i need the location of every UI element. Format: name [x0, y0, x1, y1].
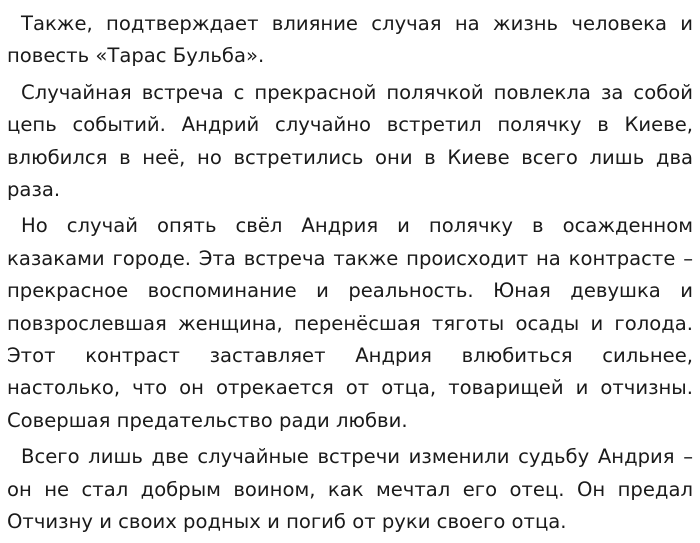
paragraph-4: Всего лишь две случайные встречи изменили судьбу Андрия – он не стал добрым воином, как мечтал его отец. Он предал Отчизну и своих родных и погиб от руки своего отца. [7, 445, 693, 534]
document-body [7, 8, 693, 543]
paragraph-2: Случайная встреча с прекрасной полячкой повлекла за собой цепь событий. Андрий случайно встретил полячку в Киеве, влюбился в неё, но встретились они в Киеве всего лишь два раза. [7, 80, 693, 202]
paragraph-1: Также, подтверждает влияние случая на жизнь человека и повесть «Тарас Бульба». [7, 12, 693, 68]
paragraph-3: Но случай опять свёл Андрия и полячку в осажденном казаками городе. Эта встреча также происходит на контрасте – прекрасное воспоминание и реальность. Юная девушка и повзрослевшая женщина, перенёсшая тяготы осады и голода. Этот контраст заставляет Андрия влюбиться сильнее, настолько, что он отрекается от отца, товарищей и отчизны. Совершая предательство ради любви. [7, 214, 693, 432]
